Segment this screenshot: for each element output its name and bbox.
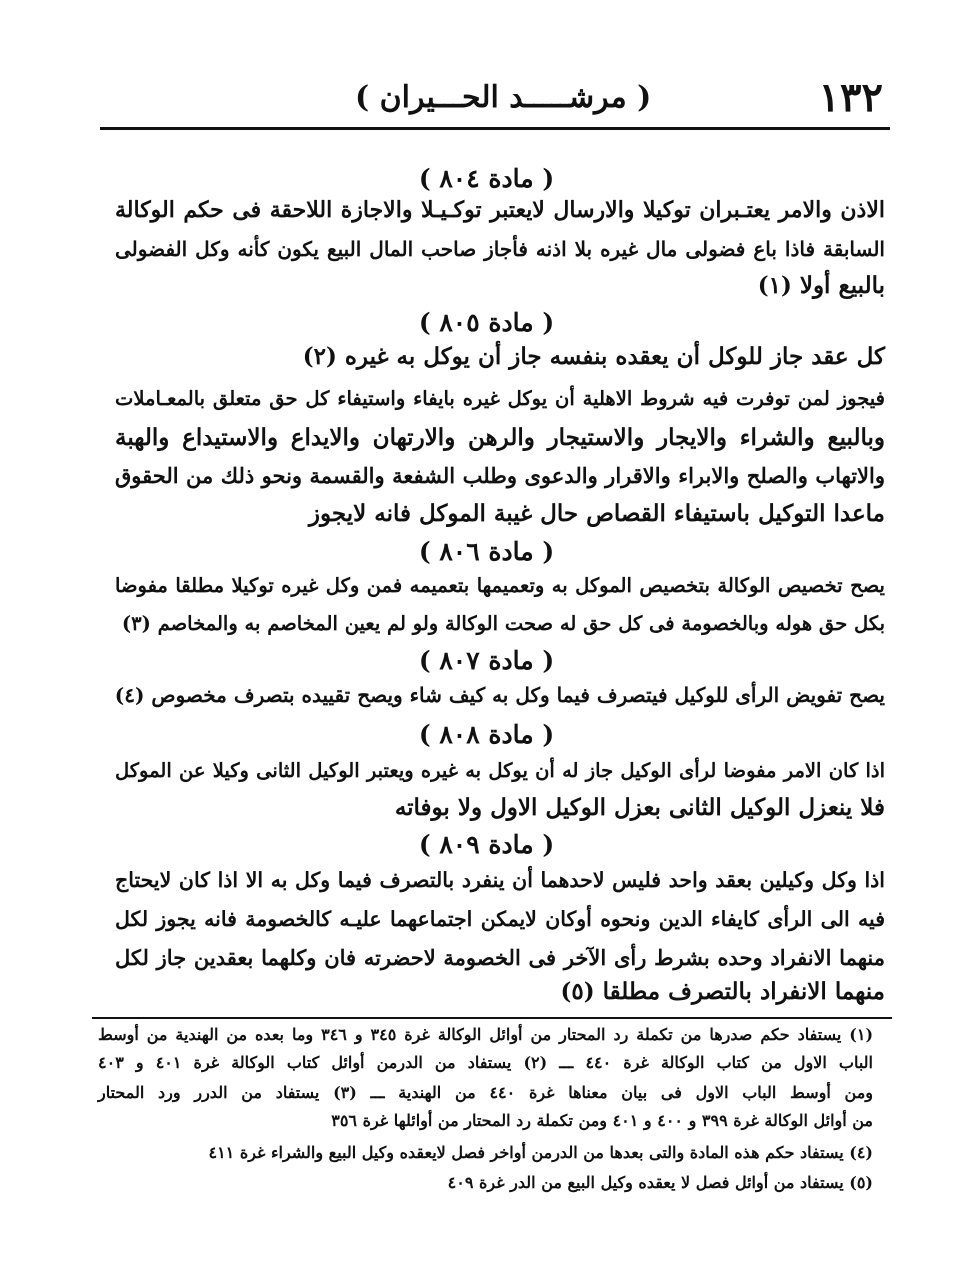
article-heading-text: ( مادة ٨٠٤ ) [418, 164, 555, 193]
article-text-line: ماعدا التوكيل باستيفاء القصاص حال غيبة الموكل فانه لايجوز [308, 500, 885, 527]
article-heading [0, 307, 973, 339]
article-heading [0, 536, 973, 568]
article-text-line: فيه الى الرأى كايفاء الدين ونحوه أوكان لايمكن اجتماعهما عليـه كالخصومة فانه يجوز لكل [115, 907, 885, 931]
article-text-line: منهما الانفراد وحده بشرط رأى الآخر فى الخصومة لاحضرته فان وكلهما بعقدين جاز لكل [115, 945, 885, 970]
article-text-line: الاذن والامر يعتـبران توكيلا والارسال لايعتبر توكـيـلا والاجازة اللاحقة فى حكم الوكالة [115, 197, 885, 223]
article-text-line: كل عقد جاز للوكل أن يعقده بنفسه جاز أن يوكل به غيره (٢) [302, 343, 885, 370]
article-text-line: يصح تفويض الرأى للوكيل فيتصرف فيما وكل به كيف شاء ويصح تقييده بتصرف مخصوص (٤) [114, 683, 885, 707]
footnote-divider [92, 1017, 892, 1019]
article-heading [0, 719, 973, 751]
footnote-line: (١) يستفاد حكم صدرها من تكملة رد المحتار من أوائل الوكالة غرة ٣٤٥ و ٣٤٦ وما بعده من الهندية من أوسط [98, 1025, 874, 1044]
header-divider [100, 127, 890, 130]
page-header [100, 72, 883, 124]
article-text-line: وبالبيع والشراء والايجار والاستيجار والرهن والارتهان والايداع والاستيداع والهبة [115, 424, 885, 451]
article-text-line: منهما الانفراد بالتصرف مطلقا (٥) [560, 978, 885, 1005]
article-heading-text: ( مادة ٨٠٦ ) [418, 537, 555, 566]
article-heading-text: ( مادة ٨٠٩ ) [418, 830, 555, 859]
running-title: ( مرشـــــد الحـــيران ) [355, 80, 652, 115]
article-heading-text: ( مادة ٨٠٨ ) [418, 720, 555, 749]
article-heading [0, 829, 973, 861]
article-text-line: والاتهاب والصلح والابراء والاقرار والدعوى وطلب الشفعة والقسمة ونحو ذلك من الحقوق [115, 463, 885, 488]
article-heading [0, 163, 973, 195]
article-text-line: اذا وكل وكيلين بعقد واحد فليس لاحدهما أن ينفرد بالتصرف فيما وكل به الا اذا كان لايحتاج [115, 868, 885, 892]
article-heading-text: ( مادة ٨٠٥ ) [418, 308, 555, 337]
article-text-line: يصح تخصيص الوكالة بتخصيص الموكل به وتعميمها بتعميمه فمن وكل غيره توكيلا مطلقا مفوضا [115, 574, 885, 597]
footnote-line: (٤) يستفاد حكم هذه المادة والتى بعدها من الدرمن أواخر فصل لايعقده وكيل البيع والشراء غرة ٤١١ [208, 1143, 873, 1162]
footnote-line: ومن أوسط الباب الاول فى بيان معناها غرة ٤٤٠ من الهندية ـــ (٣) يستفاد من الدرر ورد المحتار [98, 1083, 873, 1102]
footnote-line: (٥) يستفاد من أوائل فصل لا يعقده وكيل البيع من الدر غرة ٤٠٩ [447, 1173, 873, 1192]
article-text-line: بكل حق هوله وبالخصومة فى كل حق له صحت الوكالة ولو لم يعين المخاصم به والمخاصم (٣) [121, 612, 885, 635]
article-heading [0, 645, 973, 677]
article-text-line: اذا كان الامر مفوضا لرأى الوكيل جاز له أن يوكل به غيره ويعتبر الوكيل الثانى وكيلا عن الموكل [115, 759, 885, 782]
footnote-line: الباب الاول من كتاب الوكالة غرة ٤٤٠ ـــ (٢) يستفاد من الدرمن أوائل كتاب الوكالة غرة ٤٠١ و ٤٠٣ [98, 1053, 873, 1072]
article-heading-text: ( مادة ٨٠٧ ) [418, 646, 555, 675]
article-text-line: فلا ينعزل الوكيل الثانى بعزل الوكيل الاول ولا بوفاته [394, 794, 885, 821]
article-text-line: السابقة فاذا باع فضولى مال غيره بلا اذنه فأجاز صاحب المال البيع يكون كأنه وكل الفضولى [115, 237, 885, 261]
footnote-line: من أوائل الوكالة غرة ٣٩٩ و ٤٠٠ و ٤٠١ ومن تكملة رد المحتار من أوائلها غرة ٣٥٦ [331, 1111, 873, 1130]
article-text-line: فيجوز لمن توفرت فيه شروط الاهلية أن يوكل غيره بايفاء واستيفاء كل حق متعلق بالمعـاملات [115, 387, 885, 410]
article-text-line: بالبيع أولا (١) [757, 272, 885, 299]
page-number: ١٣٢ [818, 74, 883, 121]
